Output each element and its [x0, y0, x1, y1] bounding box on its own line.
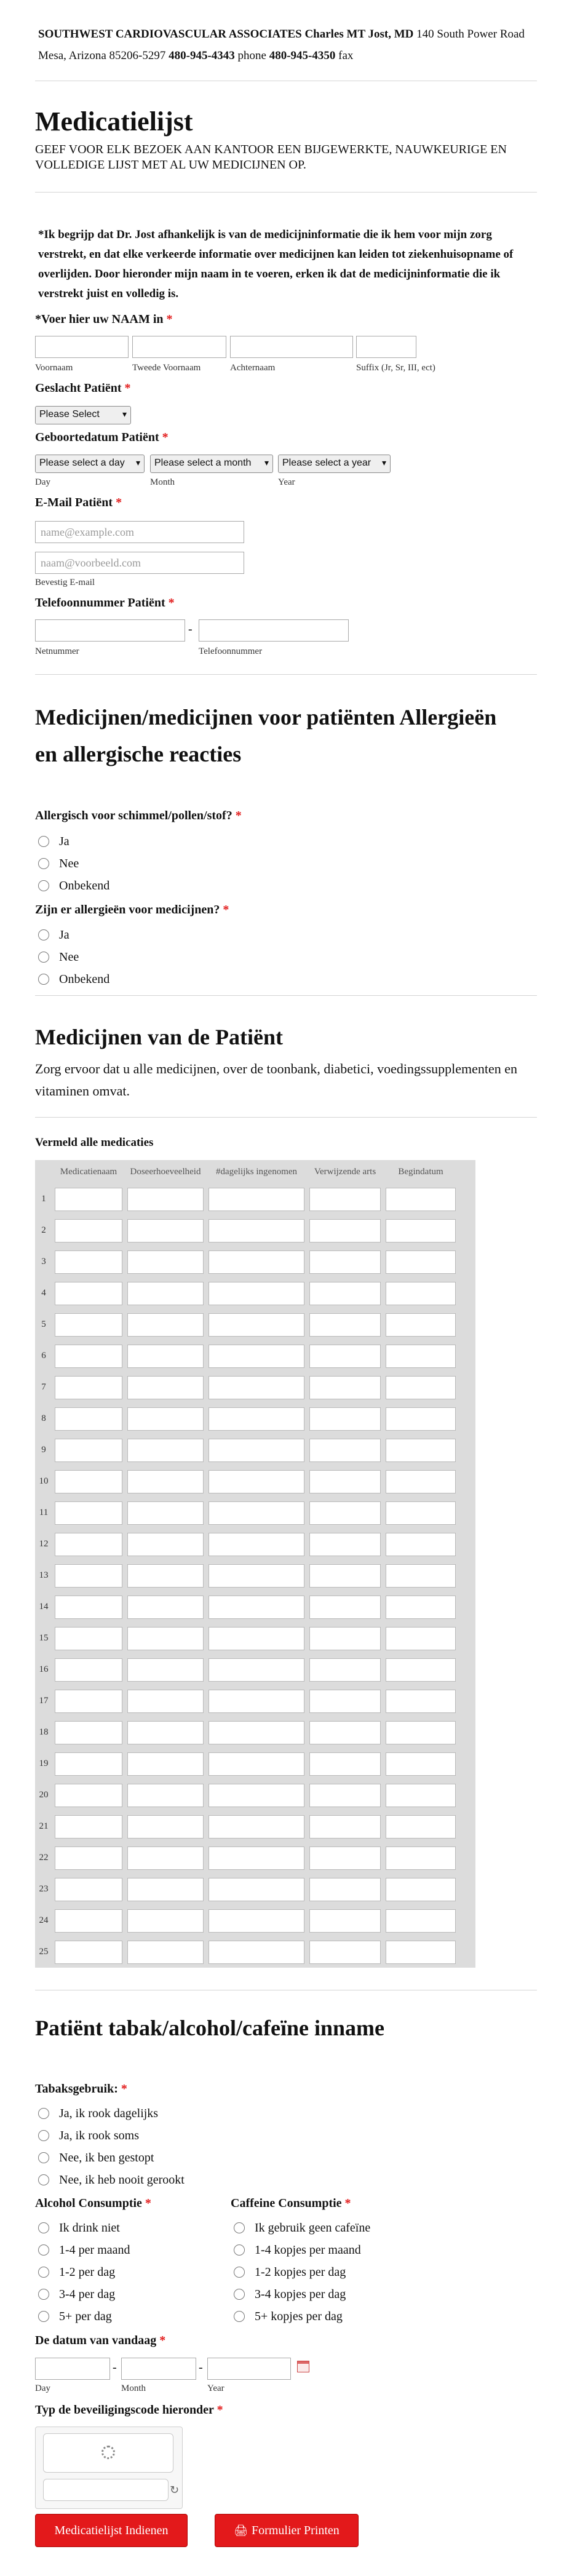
meds-list-label: Vermeld alle medicaties [35, 1136, 154, 1149]
dob-month-caption: Month [150, 477, 175, 487]
medication-cell-input[interactable] [309, 1282, 381, 1305]
dob-label: Geboortedatum Patiënt * [35, 431, 169, 444]
medication-cell-input[interactable] [309, 1721, 381, 1744]
medication-cell-input[interactable] [386, 1407, 456, 1431]
table-row [35, 1654, 475, 1685]
row-number: 3 [41, 1257, 46, 1266]
first-name-caption: Voornaam [35, 363, 73, 373]
medication-cell-input[interactable] [209, 1909, 304, 1933]
row-number: 25 [39, 1947, 49, 1957]
medication-cell-input[interactable] [209, 1219, 304, 1242]
medication-cell-input[interactable] [209, 1690, 304, 1713]
radio-button[interactable] [234, 2289, 245, 2300]
medication-cell-input[interactable] [127, 1847, 204, 1870]
medication-cell-input[interactable] [55, 1690, 122, 1713]
meds-heading: Medicijnen van de Patiënt [35, 1025, 283, 1049]
medication-cell-input[interactable] [309, 1501, 381, 1525]
today-month-input[interactable] [121, 2358, 196, 2380]
medication-cell-input[interactable] [127, 1439, 204, 1462]
medication-cell-input[interactable] [386, 1847, 456, 1870]
radio-button[interactable] [38, 2244, 49, 2256]
medication-cell-input[interactable] [309, 1627, 381, 1650]
medication-cell-input[interactable] [127, 1690, 204, 1713]
table-row [35, 1717, 475, 1748]
row-number: 5 [41, 1319, 46, 1329]
medication-cell-input[interactable] [309, 1564, 381, 1588]
medication-cell-input[interactable] [309, 1439, 381, 1462]
table-row [35, 1497, 475, 1529]
medication-cell-input[interactable] [55, 1815, 122, 1839]
radio-button[interactable] [234, 2244, 245, 2256]
captcha-image [43, 2433, 173, 2473]
column-header: Doseerhoeveelheid [130, 1166, 201, 1177]
radio-button[interactable] [38, 2174, 49, 2185]
divider [35, 1117, 537, 1118]
medication-cell-input[interactable] [209, 1878, 304, 1901]
medication-cell-input[interactable] [55, 1345, 122, 1368]
submit-button[interactable]: Medicatielijst Indienen [35, 2514, 188, 2547]
dob-day-caption: Day [35, 477, 50, 487]
medication-cell-input[interactable] [309, 1470, 381, 1493]
radio-button[interactable] [38, 974, 49, 985]
medication-cell-input[interactable] [209, 1282, 304, 1305]
address-line-1: 140 South [416, 28, 464, 41]
medication-cell-input[interactable] [127, 1219, 204, 1242]
medication-cell-input[interactable] [127, 1282, 204, 1305]
captcha-input[interactable] [43, 2479, 169, 2501]
table-row [35, 1779, 475, 1811]
medication-cell-input[interactable] [55, 1501, 122, 1525]
medication-cell-input[interactable] [209, 1564, 304, 1588]
tobacco-option[interactable]: Ja, ik rook dagelijks [38, 2105, 158, 2121]
table-row [35, 1434, 475, 1466]
radio-button[interactable] [38, 2222, 49, 2233]
row-number: 13 [39, 1570, 49, 1580]
medication-cell-input[interactable] [309, 1878, 381, 1901]
alcohol-label: Alcohol Consumptie * [35, 2196, 151, 2210]
row-number: 6 [41, 1351, 46, 1361]
table-row [35, 1560, 475, 1591]
radio-button[interactable] [38, 2152, 49, 2163]
column-header: #dagelijks ingenomen [215, 1166, 298, 1177]
table-row [35, 1905, 475, 1936]
divider [35, 995, 537, 996]
medication-cell-input[interactable] [309, 1345, 381, 1368]
email-confirm-input[interactable]: naam@voorbeeld.com [35, 552, 244, 574]
allergy-q1-option-unknown[interactable]: Onbekend [38, 878, 109, 894]
medication-cell-input[interactable] [55, 1721, 122, 1744]
medication-cell-input[interactable] [127, 1878, 204, 1901]
table-row [35, 1403, 475, 1434]
alcohol-option[interactable]: 1-4 per maand [38, 2242, 130, 2258]
medication-cell-input[interactable] [386, 1376, 456, 1399]
medication-cell-input[interactable] [55, 1219, 122, 1242]
caffeine-label: Caffeine Consumptie * [231, 2196, 351, 2210]
medication-cell-input[interactable] [386, 1564, 456, 1588]
medication-cell-input[interactable] [55, 1470, 122, 1493]
medication-cell-input[interactable] [386, 1752, 456, 1776]
medication-cell-input[interactable] [127, 1596, 204, 1619]
medication-cell-input[interactable] [209, 1721, 304, 1744]
row-number: 11 [39, 1508, 49, 1517]
medication-cell-input[interactable] [55, 1847, 122, 1870]
medication-cell-input[interactable] [127, 1784, 204, 1807]
medication-cell-input[interactable] [209, 1250, 304, 1274]
phone-label-field: Telefoonnummer Patiënt * [35, 596, 175, 610]
table-row [35, 1340, 475, 1372]
medication-cell-input[interactable] [309, 1188, 381, 1211]
row-number: 2 [41, 1225, 46, 1235]
medication-cell-input[interactable] [309, 1847, 381, 1870]
medication-cell-input[interactable] [127, 1627, 204, 1650]
medication-cell-input[interactable] [386, 1909, 456, 1933]
medication-cell-input[interactable] [209, 1596, 304, 1619]
row-number: 12 [39, 1539, 49, 1549]
radio-button[interactable] [38, 929, 49, 940]
today-month-caption: Month [121, 2383, 146, 2393]
medication-table [35, 1160, 475, 1968]
medication-cell-input[interactable] [209, 1784, 304, 1807]
today-day-input[interactable] [35, 2358, 110, 2380]
medication-cell-input[interactable] [209, 1941, 304, 1964]
medication-cell-input[interactable] [309, 1815, 381, 1839]
medication-cell-input[interactable] [55, 1941, 122, 1964]
row-number: 22 [39, 1853, 49, 1862]
medication-cell-input[interactable] [55, 1250, 122, 1274]
practice-name: SOUTHWEST CARDIOVASCULAR ASSOCIATES Charles MT Jost, MD [38, 28, 414, 41]
medication-cell-input[interactable] [309, 1658, 381, 1682]
allergy-q2-option-yes[interactable]: Ja [38, 927, 70, 943]
row-number: 18 [39, 1727, 49, 1737]
fax-label: fax [338, 49, 354, 62]
caffeine-option[interactable]: 3-4 kopjes per dag [234, 2286, 346, 2302]
name-label: *Voer hier uw NAAM in * [35, 312, 173, 326]
row-number: 20 [39, 1790, 49, 1800]
dob-month-select[interactable]: Please select a month ▾ [150, 455, 273, 473]
medication-cell-input[interactable] [209, 1345, 304, 1368]
medication-cell-input[interactable] [209, 1627, 304, 1650]
printer-icon: 🖨 [234, 2524, 248, 2537]
medication-cell-input[interactable] [386, 1690, 456, 1713]
radio-button[interactable] [38, 2130, 49, 2141]
radio-button[interactable] [38, 836, 49, 847]
medication-cell-input[interactable] [209, 1847, 304, 1870]
medication-cell-input[interactable] [127, 1188, 204, 1211]
medication-cell-input[interactable] [209, 1188, 304, 1211]
medication-cell-input[interactable] [55, 1658, 122, 1682]
medication-cell-input[interactable] [386, 1533, 456, 1556]
last-name-input[interactable] [230, 336, 353, 358]
table-row [35, 1372, 475, 1403]
medication-cell-input[interactable] [127, 1941, 204, 1964]
gender-label: Geslacht Patiënt * [35, 381, 131, 395]
caffeine-option[interactable]: 1-4 kopjes per maand [234, 2242, 361, 2258]
row-number: 8 [41, 1413, 46, 1423]
tobacco-label: Tabaksgebruik: * [35, 2082, 127, 2096]
medication-cell-input[interactable] [386, 1784, 456, 1807]
medication-cell-input[interactable] [309, 1752, 381, 1776]
medication-cell-input[interactable] [127, 1376, 204, 1399]
today-year-input[interactable] [207, 2358, 291, 2380]
email-input[interactable]: name@example.com [35, 521, 244, 543]
medication-cell-input[interactable] [386, 1596, 456, 1619]
today-dash-1: - [113, 2361, 117, 2374]
table-row [35, 1591, 475, 1623]
disclaimer-text: *Ik begrijp dat Dr. Jost afhankelijk is van de medicijninformatie die ik hem voor mijn zorg verstrekt, en dat elke verkeerde informatie over medicijnen kan leiden tot ziekenhuisopname of overlijden. Door hieronder mijn naam in te voeren, erken ik dat de medicijninformatie die ik verstrekt juist en volledig is. [38, 228, 514, 300]
column-header: Verwijzende arts [314, 1166, 376, 1177]
medication-cell-input[interactable] [127, 1752, 204, 1776]
medication-cell-input[interactable] [386, 1219, 456, 1242]
medication-cell-input[interactable] [386, 1282, 456, 1305]
medication-cell-input[interactable] [127, 1909, 204, 1933]
page-subtitle: GEEF VOOR ELK BEZOEK AAN KANTOOR EEN BIJGEWERKTE, NAUWKEURIGE EN VOLLEDIGE LIJST MET AL UW MEDICIJNEN OP. [35, 143, 507, 172]
medication-cell-input[interactable] [55, 1909, 122, 1933]
column-header: Medicatienaam [60, 1166, 117, 1177]
table-row [35, 1183, 475, 1215]
calendar-icon[interactable] [297, 2361, 309, 2372]
alcohol-option[interactable]: 5+ per dag [38, 2308, 112, 2324]
table-row [35, 1874, 475, 1905]
medication-cell-input[interactable] [386, 1470, 456, 1493]
medication-cell-input[interactable] [55, 1596, 122, 1619]
today-day-caption: Day [35, 2383, 50, 2393]
tobacco-option[interactable]: Nee, ik heb nooit gerookt [38, 2172, 185, 2188]
allergy-q1-label: Allergisch voor schimmel/pollen/stof? * [35, 809, 242, 822]
medication-cell-input[interactable] [309, 1407, 381, 1431]
phone-label: phone [237, 49, 266, 62]
radio-button[interactable] [38, 880, 49, 891]
radio-button[interactable] [38, 2267, 49, 2278]
medication-cell-input[interactable] [55, 1407, 122, 1431]
allergy-q2-label: Zijn er allergieën voor medicijnen? * [35, 903, 229, 916]
radio-button[interactable] [38, 858, 49, 869]
row-number: 24 [39, 1915, 49, 1925]
radio-button[interactable] [234, 2222, 245, 2233]
medication-cell-input[interactable] [309, 1533, 381, 1556]
medication-cell-input[interactable] [127, 1815, 204, 1839]
radio-button[interactable] [38, 2311, 49, 2322]
table-row [35, 1466, 475, 1497]
email-confirm-caption: Bevestig E-mail [35, 578, 95, 587]
radio-button[interactable] [234, 2311, 245, 2322]
medication-cell-input[interactable] [55, 1188, 122, 1211]
medication-cell-input[interactable] [309, 1784, 381, 1807]
gender-select[interactable]: Please Select ▾ [35, 406, 131, 424]
medication-cell-input[interactable] [386, 1313, 456, 1337]
tobacco-option[interactable]: Ja, ik rook soms [38, 2128, 139, 2144]
medication-cell-input[interactable] [309, 1690, 381, 1713]
alcohol-option[interactable]: 1-2 per dag [38, 2264, 115, 2280]
first-name-input[interactable] [35, 336, 129, 358]
medication-cell-input[interactable] [55, 1878, 122, 1901]
medication-cell-input[interactable] [309, 1941, 381, 1964]
medication-cell-input[interactable] [209, 1658, 304, 1682]
captcha-label: Typ de beveiligingscode hieronder * [35, 2403, 223, 2417]
radio-button[interactable] [38, 952, 49, 963]
medication-cell-input[interactable] [386, 1188, 456, 1211]
medication-cell-input[interactable] [209, 1501, 304, 1525]
medication-cell-input[interactable] [309, 1219, 381, 1242]
medication-cell-input[interactable] [309, 1250, 381, 1274]
medication-cell-input[interactable] [127, 1721, 204, 1744]
table-row [35, 1842, 475, 1874]
medication-cell-input[interactable] [386, 1250, 456, 1274]
caffeine-option[interactable]: Ik gebruik geen cafeïne [234, 2220, 370, 2236]
refresh-icon[interactable]: ↻ [170, 2484, 180, 2497]
radio-button[interactable] [38, 2289, 49, 2300]
medication-cell-input[interactable] [386, 1721, 456, 1744]
medication-cell-input[interactable] [55, 1313, 122, 1337]
dob-year-caption: Year [278, 477, 295, 487]
email-label: E-Mail Patiënt * [35, 496, 122, 509]
middle-name-caption: Tweede Voornaam [132, 363, 201, 373]
medication-cell-input[interactable] [55, 1533, 122, 1556]
phone-number: 480-945-4343 [169, 49, 235, 62]
suffix-caption: Suffix (Jr, Sr, III, ect) [356, 363, 435, 373]
phone-number-input[interactable] [199, 619, 349, 642]
alcohol-option[interactable]: Ik drink niet [38, 2220, 120, 2236]
table-row [35, 1685, 475, 1717]
medication-cell-input[interactable] [386, 1815, 456, 1839]
table-row [35, 1278, 475, 1309]
medication-cell-input[interactable] [209, 1470, 304, 1493]
row-number: 19 [39, 1759, 49, 1768]
radio-button[interactable] [234, 2267, 245, 2278]
fax-number: 480-945-4350 [269, 49, 336, 62]
medication-cell-input[interactable] [209, 1313, 304, 1337]
medication-cell-input[interactable] [127, 1564, 204, 1588]
phone-number-caption: Telefoonnummer [199, 646, 263, 656]
column-header: Begindatum [398, 1166, 443, 1177]
table-row [35, 1246, 475, 1278]
suffix-input[interactable] [356, 336, 416, 358]
medication-cell-input[interactable] [55, 1752, 122, 1776]
medication-cell-input[interactable] [386, 1627, 456, 1650]
phone-area-caption: Netnummer [35, 646, 79, 656]
intake-heading: Patiënt tabak/alcohol/cafeïne inname [35, 2016, 384, 2040]
medication-cell-input[interactable] [209, 1439, 304, 1462]
today-label: De datum van vandaag * [35, 2334, 166, 2347]
medication-cell-input[interactable] [386, 1941, 456, 1964]
row-number: 16 [39, 1664, 49, 1674]
medication-cell-input[interactable] [55, 1784, 122, 1807]
allergy-q2-option-unknown[interactable]: Onbekend [38, 971, 109, 987]
medication-cell-input[interactable] [386, 1345, 456, 1368]
caffeine-option[interactable]: 5+ kopjes per dag [234, 2308, 343, 2324]
alcohol-option[interactable]: 3-4 per dag [38, 2286, 115, 2302]
row-number: 4 [41, 1288, 46, 1298]
table-row [35, 1529, 475, 1560]
tobacco-option[interactable]: Nee, ik ben gestopt [38, 2150, 154, 2166]
radio-button[interactable] [38, 2108, 49, 2119]
table-row [35, 1215, 475, 1246]
address-line-2: Power Road Mesa, Arizona 85206-5297 [38, 28, 525, 62]
medication-cell-input[interactable] [309, 1313, 381, 1337]
table-row [35, 1936, 475, 1968]
loading-spinner-icon [101, 2446, 115, 2459]
divider [35, 674, 537, 675]
today-year-caption: Year [207, 2383, 224, 2393]
medication-cell-input[interactable] [386, 1878, 456, 1901]
allergy-q1-option-yes[interactable]: Ja [38, 833, 70, 849]
today-dash-2: - [199, 2361, 203, 2374]
divider [35, 192, 537, 193]
allergy-heading: Medicijnen/medicijnen voor patiënten Allergieën en allergische reacties [35, 705, 497, 766]
medication-cell-input[interactable] [209, 1752, 304, 1776]
medication-cell-input[interactable] [127, 1250, 204, 1274]
captcha-box [35, 2427, 183, 2509]
phone-area-input[interactable] [35, 619, 185, 642]
dob-year-select[interactable]: Please select a year ▾ [278, 455, 391, 473]
row-number: 17 [39, 1696, 49, 1706]
table-row [35, 1309, 475, 1340]
row-number: 7 [41, 1382, 46, 1392]
medication-cell-input[interactable] [127, 1533, 204, 1556]
allergy-q2-option-no[interactable]: Nee [38, 949, 79, 965]
medication-cell-input[interactable] [55, 1439, 122, 1462]
row-number: 1 [41, 1194, 46, 1204]
table-header [35, 1160, 475, 1183]
medication-cell-input[interactable] [55, 1282, 122, 1305]
caffeine-option[interactable]: 1-2 kopjes per dag [234, 2264, 346, 2280]
table-row [35, 1623, 475, 1654]
last-name-caption: Achternaam [230, 363, 276, 373]
medication-cell-input[interactable] [127, 1313, 204, 1337]
row-number: 21 [39, 1821, 49, 1831]
row-number: 14 [39, 1602, 49, 1612]
medication-cell-input[interactable] [309, 1376, 381, 1399]
medication-cell-input[interactable] [127, 1470, 204, 1493]
table-row [35, 1811, 475, 1842]
middle-name-input[interactable] [132, 336, 226, 358]
medication-cell-input[interactable] [127, 1345, 204, 1368]
medication-cell-input[interactable] [386, 1501, 456, 1525]
meds-intro: Zorg ervoor dat u alle medicijnen, over de toonbank, diabetici, voedingssupplementen en vitaminen omvat. [35, 1061, 518, 1099]
print-button[interactable]: 🖨 Formulier Printen [215, 2514, 359, 2547]
page-title: Medicatielijst [35, 106, 193, 137]
medication-cell-input[interactable] [127, 1407, 204, 1431]
medication-cell-input[interactable] [209, 1815, 304, 1839]
medication-cell-input[interactable] [209, 1376, 304, 1399]
table-row [35, 1748, 475, 1779]
medication-cell-input[interactable] [209, 1533, 304, 1556]
medication-cell-input[interactable] [55, 1627, 122, 1650]
medication-cell-input[interactable] [55, 1564, 122, 1588]
row-number: 10 [39, 1476, 49, 1486]
medication-cell-input[interactable] [127, 1658, 204, 1682]
medication-cell-input[interactable] [127, 1501, 204, 1525]
medication-cell-input[interactable] [309, 1909, 381, 1933]
row-number: 15 [39, 1633, 49, 1643]
medication-cell-input[interactable] [386, 1658, 456, 1682]
row-number: 23 [39, 1884, 49, 1894]
medication-cell-input[interactable] [386, 1439, 456, 1462]
phone-dash: - [188, 622, 193, 636]
medication-cell-input[interactable] [309, 1596, 381, 1619]
allergy-q1-option-no[interactable]: Nee [38, 856, 79, 872]
row-number: 9 [41, 1445, 46, 1455]
practice-header [38, 23, 542, 66]
medication-cell-input[interactable] [209, 1407, 304, 1431]
dob-day-select[interactable]: Please select a day ▾ [35, 455, 145, 473]
medication-cell-input[interactable] [55, 1376, 122, 1399]
